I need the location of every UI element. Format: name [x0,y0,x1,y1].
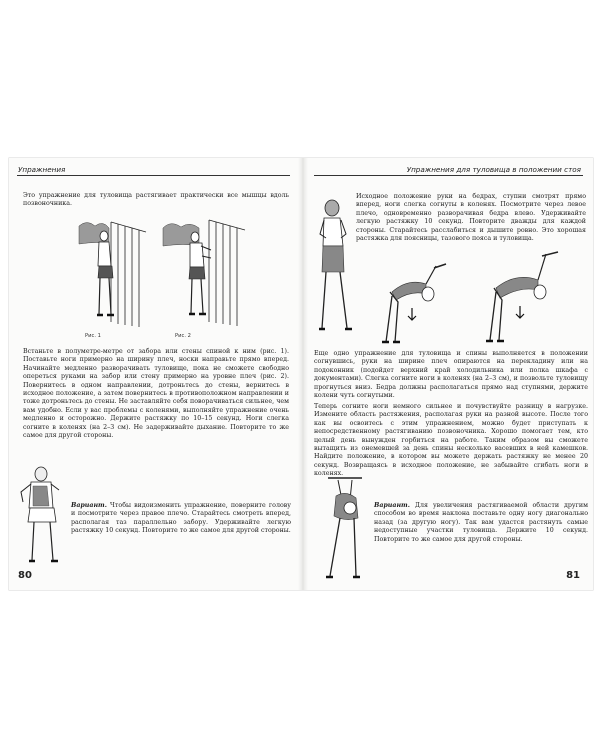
page-number-right: 81 [566,570,580,581]
figure-2-illustration [159,216,249,328]
running-head-right: Упражнения для туловища в положении стоя [406,165,581,174]
running-head-left: Упражнения [18,165,66,174]
left-page [9,158,298,590]
book-spread [9,158,593,590]
main-instructions: Встаньте в полуметре-метре от забора или стены спиной к ним (рис. 1). Поставьте ноги примерно на ширину плеч, носки направьте прямо вперед. Начинайте медленно разворачивать туловище, пока не сможете свободно опереться руками на забор или стену примерно на уровне плеч (рис. 2). Повернитесь в одном направлении, дотроньтесь до стены, вернитесь в исходное положение, а затем повернитесь в противоположном направлении и тоже дотроньтесь до стены. Не заставляйте себя поворачиваться сильнее, чем вам удобно. Если у вас проблемы с коленями, выполняйте упражнение очень медленно и осторожно. Держите растяжку по 10–15 секунд. Ноги слегка согните в коленях (на 2–3 см). Не задерживайте дыхание. Повторите то же самое для другой стороны. [23,348,289,440]
variant-paragraph-left [71,502,291,536]
header-rule-left [17,175,290,176]
header-rule-right [314,175,583,176]
variant-figure-right [320,474,372,582]
intro-text: Это упражнение для туловища растягивает практически все мышцы вдоль позвоночника. [23,192,289,208]
variant-label-right: Вариант. [374,502,410,509]
figure-1-illustration [69,218,151,328]
bent-over-stretch-1 [362,256,452,346]
figure-1-caption: Рис. 1 [85,333,101,339]
figure-2-caption: Рис. 2 [175,333,191,339]
book-gutter [298,158,308,590]
variant-text-left: Чтобы видоизменить упражнение, поверните голову и посмотрите через правое плечо. Старайтесь смотреть вперед, располагая таз параллельно забору. Удерживайте легкую растяжку 10 секунд. Повторите то же самое для другой стороны. [71,502,291,535]
paragraph-3: Теперь согните ноги немного сильнее и почувствуйте разницу в нагрузке. Измените область растяжения, располагая руки на разной высоте. После того как вы освоитесь с этим упражнением, можно будет приступать к непосредственному растягиванию позвоночника. Хорошо помогает тем, кто целый день вынужден горбиться на работе. Таким образом вы сможете вытащить из онемевшей за день спины несколько васевших в ней камешков. Найдите положение, в котором вы можете держать растяжку не менее 20 секунд. Возвращаясь в исходное положение, не забывайте сгибать ноги в коленях. [314,403,588,478]
right-page [308,158,593,590]
variant-text-right: Для увеличения растягиваемой области другим способом во время наклона поставьте одну ногу диагонально назад (за другую ногу). Так вам удастся растянуть самые недоступные участки туловища. Держите 10 секунд. Повторите то же самое для другой стороны. [374,502,588,543]
variant-paragraph-right [374,502,588,544]
paragraph-2: Еще одно упражнение для туловища и спины выполняется в положении согнувшись, руки на ширине плеч опираются на перекладину или на подоконник (подойдет верхний край холодильника или полка шкафа с документами). Слегка согните ноги в коленях (на 2–3 см), и позвольте туловищу прогнуться вниз. Бедра должны располагаться прямо над ступнями, держите колени чуть согнутыми. [314,350,588,400]
standing-twist-illustration [312,198,356,338]
variant-figure-left [17,466,65,568]
variant-label-left: Вариант. [71,502,107,509]
page-number-left: 80 [18,570,32,581]
bent-over-stretch-2 [458,250,568,346]
paragraph-1: Исходное положение руки на бедрах, ступни смотрят прямо вперед, ноги слегка согнуты в коленях. Посмотрите через левое плечо, одновременно разворачивая бедра влево. Удерживайте легкую растяжку 10 секунд. Повторите дважды для каждой стороны. Старайтесь расслабиться и дышите ровно. Это хорошая растяжка для поясницы, тазового пояса и туловища. [356,193,586,243]
